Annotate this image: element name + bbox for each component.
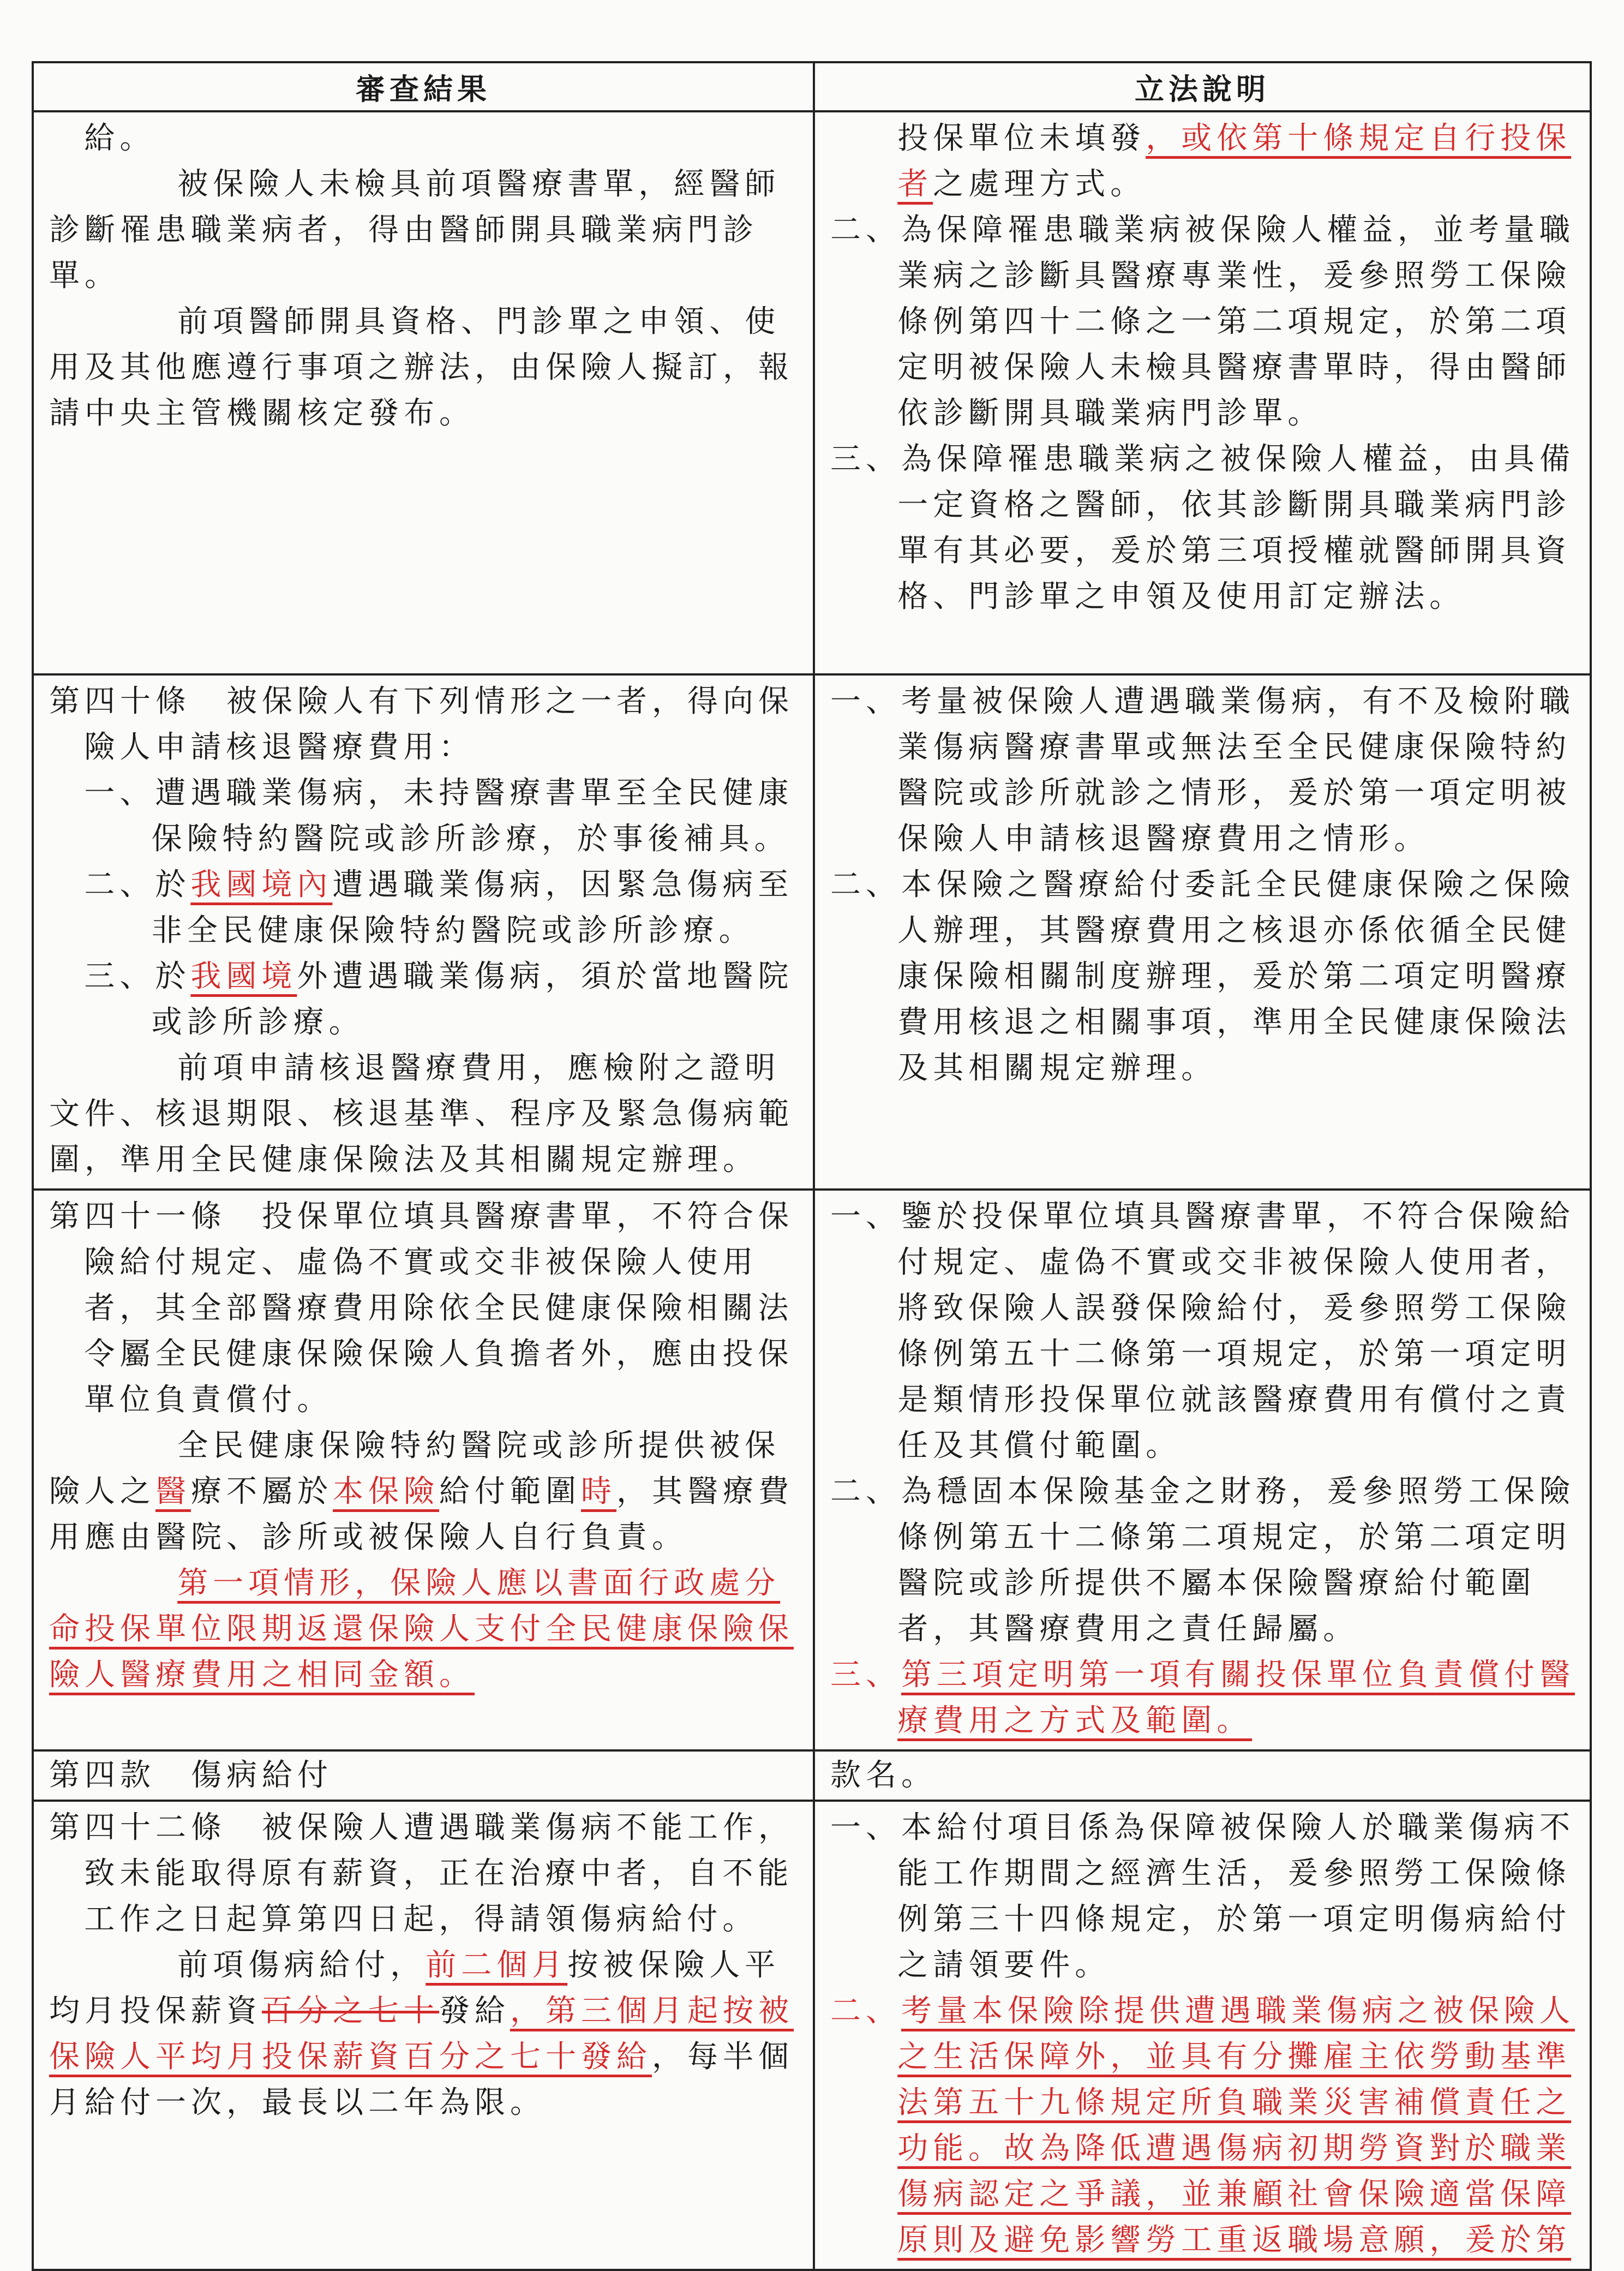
- review-cell: [33, 674, 814, 1190]
- list-item: 一、遭遇職業傷病，未持醫療書單至全民健康保險特約醫院或診所診療，於事後補具。: [84, 775, 794, 857]
- paragraph: 給。: [84, 121, 155, 156]
- list-item: 二、為穩固本保險基金之財務，爰參照勞工保險條例第五十二條第二項規定，於第二項定明醫院或診所提供不屬本保險醫療給付範圍者，其醫療費用之責任歸屬。: [830, 1474, 1575, 1647]
- header-row: [33, 62, 1591, 111]
- list-item: 一、鑒於投保單位填具醫療書單，不符合保險給付規定、虛偽不實或交非被保險人使用者，將致保險人誤發保險給付，爰參照勞工保險條例第五十二條第一項規定，於第一項定明是類情形投保單位就該醫療費用有償付之責任及其償付範圍。: [830, 1199, 1575, 1463]
- paragraph: 前項醫師開具資格、門診單之申領、使用及其他應遵行事項之辦法，由保險人擬訂，報請中央主管機關核定發布。: [49, 304, 794, 431]
- table-row: [33, 111, 1591, 674]
- table-row: [33, 674, 1591, 1190]
- review-cell: [33, 1190, 814, 1750]
- paragraph: 前項申請核退醫療費用，應檢附之證明文件、核退期限、核退基準、程序及緊急傷病範圍，準用全民健康保險法及其相關規定辦理。: [49, 1050, 794, 1178]
- list-item: 二、為保障罹患職業病被保險人權益，並考量職業病之診斷具醫療專業性，爰參照勞工保險條例第四十二條之一第二項規定，於第二項定明被保險人未檢具醫療書單時，得由醫師依診斷開具職業病門診單。: [830, 212, 1575, 431]
- list-item: 一、考量被保險人遭遇職業傷病，有不及檢附職業傷病醫療書單或無法至全民健康保險特約醫院或診所就診之情形，爰於第一項定明被保險人申請核退醫療費用之情形。: [830, 684, 1575, 857]
- comparison-table: [32, 61, 1592, 2271]
- list-item: 三、為保障罹患職業病之被保險人權益，由具備一定資格之醫師，依其診斷開具職業病門診單有其必要，爰於第三項授權就醫師開具資格、門診單之申領及使用訂定辦法。: [830, 441, 1575, 614]
- header-review-result: 審查結果: [33, 62, 814, 111]
- paragraph: 全民健康保險特約醫院或診所提供被保險人之醫療不屬於本保險給付範圍時，其醫療費用應由醫院、診所或被保險人自行負責。: [49, 1428, 794, 1555]
- inserted-text: 第一項情形，保險人應以書面行政處分命投保單位限期返還保險人支付全民健康保險保險人醫療費用之相同金額。: [49, 1565, 794, 1693]
- explanation-cell: [814, 674, 1591, 1190]
- paragraph: 投保單位未填發，或依第十條規定自行投保者之處理方式。: [897, 121, 1572, 202]
- inserted-text: 時: [581, 1474, 616, 1509]
- section-note: 款名。: [830, 1758, 937, 1793]
- review-cell: [33, 111, 814, 674]
- deleted-text: 百分之七十: [262, 1993, 439, 2029]
- list-item: 三、於我國境外遭遇職業傷病，須於當地醫院或診所診療。: [84, 959, 794, 1040]
- article-text: 第四十條 被保險人有下列情形之一者，得向保險人申請核退醫療費用：: [49, 684, 794, 765]
- inserted-text: 本保險: [333, 1474, 439, 1509]
- inserted-text: ，第三個月起按被保險人平均月投保薪資百分之七十發給: [49, 1993, 794, 2075]
- review-cell: [33, 1801, 814, 2270]
- inserted-text: 前二個月: [426, 1947, 568, 1983]
- inserted-text: 者: [897, 166, 933, 202]
- inserted-text: 考量本保險除提供遭遇職業傷病之被保險人之生活保障外，並具有分攤雇主依勞動基準法第五十九條規定所負職業災害補償責任之功能。故為降低遭遇傷病初期勞資對於職業傷病認定之爭議，並兼顧社會保險適當保障原則及避免影響勞工重返職場意願，爰於第: [897, 1993, 1575, 2258]
- paragraph: 被保險人未檢具前項醫療書單，經醫師診斷罹患職業病者，得由醫師開具職業病門診單。: [49, 166, 781, 294]
- list-item: 一、本給付項目係為保障被保險人於職業傷病不能工作期間之經濟生活，爰參照勞工保險條例第三十四條規定，於第一項定明傷病給付之請領要件。: [830, 1810, 1575, 1983]
- explanation-cell: [814, 111, 1591, 674]
- explanation-cell: [814, 1190, 1591, 1750]
- inserted-text: 第三項定明第一項有關投保單位負責償付醫療費用之方式及範圍。: [897, 1657, 1575, 1738]
- inserted-text: ，或依第十條規定自行投保: [1146, 121, 1572, 156]
- list-item: 二、考量本保險除提供遭遇職業傷病之被保險人之生活保障外，並具有分攤雇主依勞動基準法第五十九條規定所負職業災害補償責任之功能。故為降低遭遇傷病初期勞資對於職業傷病認定之爭議，並兼顧社會保險適當保障原則及避免影響勞工重返職場意願，爰於第: [830, 1993, 1575, 2258]
- inserted-text: 醫: [155, 1474, 191, 1509]
- inserted-text: 我國境: [190, 959, 297, 994]
- table-row: [33, 1801, 1591, 2270]
- explanation-cell: [814, 1750, 1591, 1801]
- review-cell: [33, 1750, 814, 1801]
- paragraph: 前項傷病給付，前二個月按被保險人平均月投保薪資百分之七十發給，第三個月起按被保險人平均月投保薪資百分之七十發給，每半個月給付一次，最長以二年為限。: [49, 1947, 794, 2120]
- inserted-text: 我國境內: [190, 867, 333, 903]
- explanation-cell: [814, 1801, 1591, 2270]
- list-item: 二、於我國境內遭遇職業傷病，因緊急傷病至非全民健康保險特約醫院或診所診療。: [84, 867, 794, 948]
- section-heading-row: [33, 1750, 1591, 1801]
- table-row: [33, 1190, 1591, 1750]
- article-text: 第四十二條 被保險人遭遇職業傷病不能工作，致未能取得原有薪資，正在治療中者，自不能工作之日起算第四日起，得請領傷病給付。: [49, 1810, 794, 1937]
- list-item: 二、本保險之醫療給付委託全民健康保險之保險人辦理，其醫療費用之核退亦係依循全民健康保險相關制度辦理，爰於第二項定明醫療費用核退之相關事項，準用全民健康保險法及其相關規定辦理。: [830, 867, 1575, 1086]
- paragraph: [49, 1561, 801, 1698]
- header-legislative-explanation: 立法說明: [814, 62, 1591, 111]
- section-title: 第四款 傷病給付: [49, 1758, 333, 1793]
- list-item: 三、第三項定明第一項有關投保單位負責償付醫療費用之方式及範圍。: [830, 1657, 1575, 1738]
- article-text: 第四十一條 投保單位填具醫療書單，不符合保險給付規定、虛偽不實或交非被保險人使用者，其全部醫療費用除依全民健康保險相關法令屬全民健康保險保險人負擔者外，應由投保單位負責償付。: [49, 1199, 794, 1418]
